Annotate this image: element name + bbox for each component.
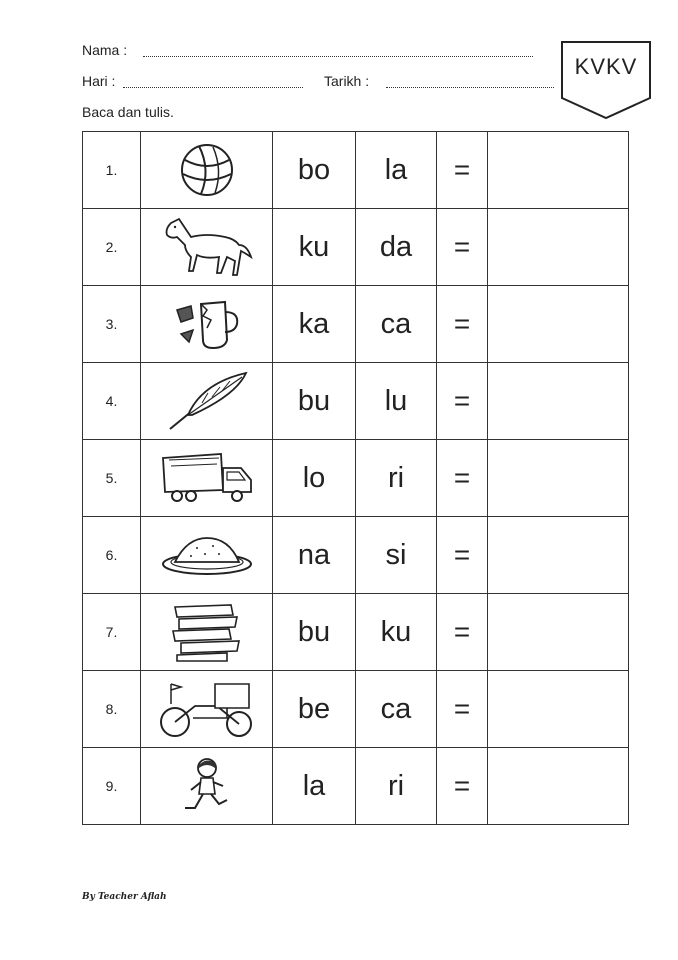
trishaw-icon — [141, 678, 272, 740]
answer-cell[interactable] — [488, 748, 629, 825]
equals-sign: = — [437, 594, 488, 671]
answer-cell[interactable] — [488, 209, 629, 286]
syllable-2: da — [356, 209, 437, 286]
answer-cell[interactable] — [488, 594, 629, 671]
date-field[interactable] — [386, 87, 554, 88]
syllable-2: ku — [356, 594, 437, 671]
row-number: 8. — [83, 671, 141, 748]
table-row — [83, 132, 629, 209]
picture-cell — [141, 132, 273, 209]
equals-sign: = — [437, 209, 488, 286]
answer-cell[interactable] — [488, 132, 629, 209]
syllable-1: ka — [273, 286, 356, 363]
row-number: 2. — [83, 209, 141, 286]
syllable-1: bu — [273, 594, 356, 671]
syllable-2: la — [356, 132, 437, 209]
horse-icon — [141, 215, 272, 279]
answer-cell[interactable] — [488, 671, 629, 748]
syllable-2: lu — [356, 363, 437, 440]
row-number: 7. — [83, 594, 141, 671]
syllable-1: lo — [273, 440, 356, 517]
equals-sign: = — [437, 517, 488, 594]
syllable-2: ca — [356, 671, 437, 748]
table-row — [83, 363, 629, 440]
footer-credit: By Teacher Aflah — [82, 892, 167, 902]
equals-sign: = — [437, 286, 488, 363]
syllable-1: na — [273, 517, 356, 594]
date-label: Tarikh : — [324, 73, 370, 89]
running-boy-icon — [141, 754, 272, 818]
instruction: Baca dan tulis. — [82, 104, 174, 120]
syllable-1: be — [273, 671, 356, 748]
table-row — [83, 517, 629, 594]
syllable-1: bu — [273, 363, 356, 440]
name-label: Nama : — [82, 42, 128, 58]
row-number: 9. — [83, 748, 141, 825]
syllable-2: si — [356, 517, 437, 594]
answer-cell[interactable] — [488, 286, 629, 363]
equals-sign: = — [437, 363, 488, 440]
badge-shape — [560, 40, 652, 120]
name-field[interactable] — [143, 56, 533, 57]
row-number: 5. — [83, 440, 141, 517]
day-label: Hari : — [82, 73, 116, 89]
equals-sign: = — [437, 748, 488, 825]
table-row — [83, 671, 629, 748]
rice-plate-icon — [141, 530, 272, 580]
picture-cell — [141, 517, 273, 594]
row-number: 1. — [83, 132, 141, 209]
books-icon — [141, 601, 272, 663]
equals-sign: = — [437, 671, 488, 748]
syllable-2: ri — [356, 440, 437, 517]
worksheet-table — [82, 131, 629, 825]
picture-cell — [141, 440, 273, 517]
picture-cell — [141, 286, 273, 363]
picture-cell — [141, 594, 273, 671]
picture-cell — [141, 671, 273, 748]
table-row — [83, 286, 629, 363]
row-number: 3. — [83, 286, 141, 363]
equals-sign: = — [437, 440, 488, 517]
row-number: 4. — [83, 363, 141, 440]
syllable-2: ca — [356, 286, 437, 363]
broken-glass-icon — [141, 294, 272, 354]
syllable-1: ku — [273, 209, 356, 286]
table-row — [83, 209, 629, 286]
answer-cell[interactable] — [488, 440, 629, 517]
table-row — [83, 440, 629, 517]
table-row — [83, 594, 629, 671]
picture-cell — [141, 748, 273, 825]
syllable-2: ri — [356, 748, 437, 825]
truck-icon — [141, 450, 272, 506]
answer-cell[interactable] — [488, 363, 629, 440]
syllable-1: bo — [273, 132, 356, 209]
badge-label: KVKV — [574, 54, 638, 79]
picture-cell — [141, 209, 273, 286]
ball-icon — [141, 140, 272, 200]
equals-sign: = — [437, 132, 488, 209]
answer-cell[interactable] — [488, 517, 629, 594]
syllable-1: la — [273, 748, 356, 825]
feather-icon — [141, 369, 272, 433]
row-number: 6. — [83, 517, 141, 594]
picture-cell — [141, 363, 273, 440]
table-row — [83, 748, 629, 825]
day-field[interactable] — [123, 87, 303, 88]
